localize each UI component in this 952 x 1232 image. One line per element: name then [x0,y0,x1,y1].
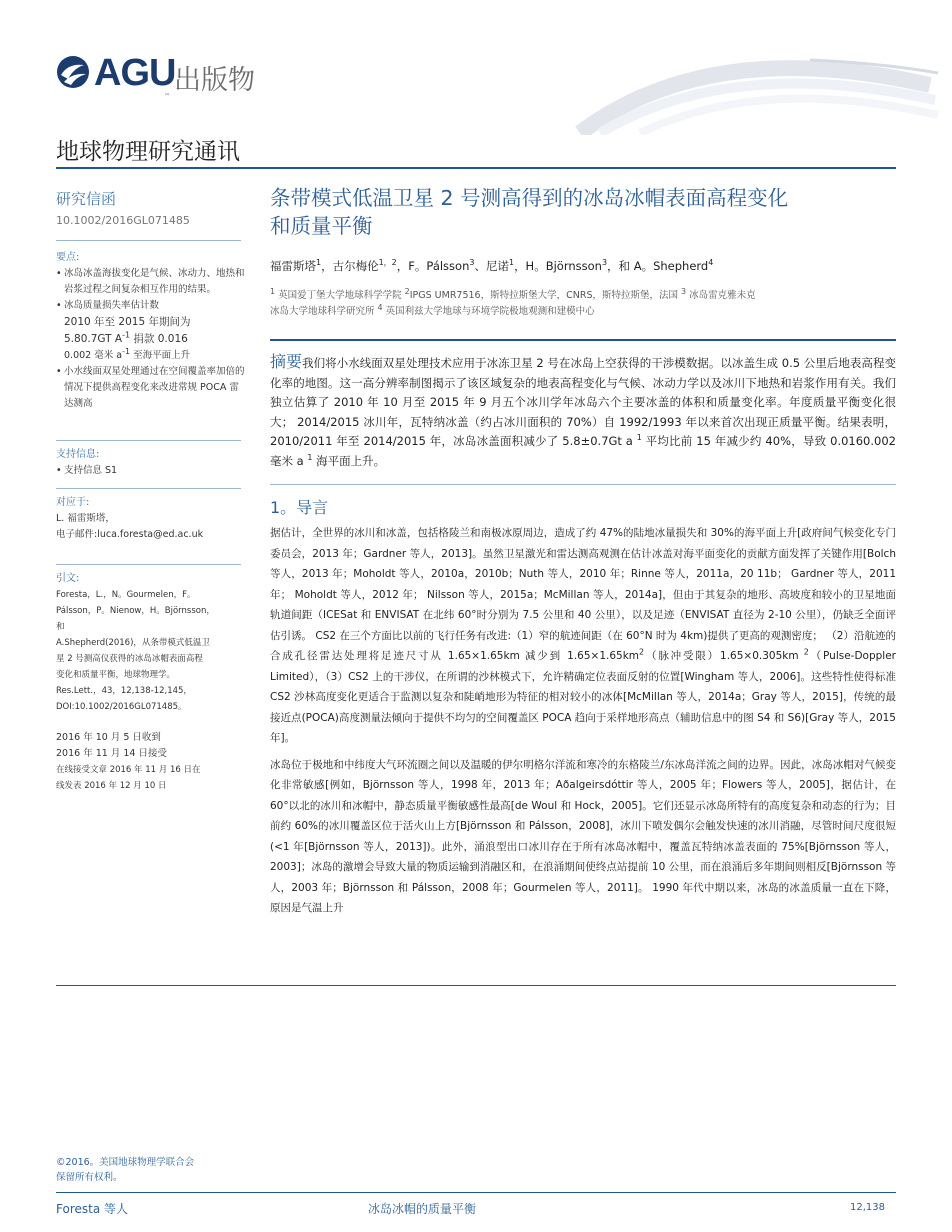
key-points-label: 要点: [56,252,80,263]
paragraph: 据估计，全世界的冰川和冰盖，包括格陵兰和南极冰原周边，造成了约 47%的陆地冰量损失和 30%的海平面上升[政府间气候变化专门委员会，2013 年；Gardner 等人，2013]。虽然卫星激光和雷达测高观测在估计冰盖对海平面变化的贡献方面发挥了关键作用[Bolch 等人，2013 年；Moholdt 等人，2010a，2010b；Nuth 等人，2010 年；Rinne 等人，2011a，20 11b； Gardner 等人，2011 年； Moholdt 等人，2012 年； Nilsson 等人，2015a；McMillan 等人，2014a]，但由于其复杂的地形、高坡度和较小的卫星地面轨道间距（ICESat 和 ENVISAT 在北纬 60°时分别为 7.5 公里和 40 公里），以及足迹（ENVISAT 直径为 2-10 公里），仍缺乏全面评估引诱。 CS2 在三个方面比以前的飞行任务有改进:（1）窄的航迹间距（在 60°N 时为 4km)提供了更高的观测密度； （2）沿航迹的合成孔径雷达处理将足迹尺寸从 1.65×1.65km 减少到 $1.65\times 1.65km^2$（脉冲受限）1.65×0.305km $^2$（Pulse-Doppler Limited），（3）CS2 上的干涉仪，在所谓的沙林模式下，允许精确定位表面反射的位置[Wingham 等人，2006]。这些特性使得标准 CS2 沙林高度变化更适合于监测以复杂和陡峭地形为特征的相对较小的冰体[McMillan 等人，2014a；Gray 等人，2015]，传统的最接近点(POCA)高度测量法倾向于提供不均匀的空间覆盖区 POCA 趋向于采样地形高点（辅助信息中的图 S4 和 S6)[Gray 等人，2015 年]。 [270,527,896,744]
abstract-divider [270,339,896,341]
correspondence-name: L. 福雷斯塔， [56,513,115,524]
sidebar-divider [56,440,241,441]
citation-line: Pálsson，P。Nienow，H。Björnsson， [56,606,215,616]
key-points-list [56,266,246,412]
paragraph: 冰岛位于极地和中纬度大气环流圈之间以及温暖的伊尔明格尔洋流和寒冷的东格陵兰/东冰岛洋流之间的边界。因此，冰岛冰帽对气候变化非常敏感[例如，Björnsson 等人，1998 年，2013 年；Aðalgeirsdóttir 等人，2005 年；Flowers 等人，2005]，据估计，在 60°以北的冰川和冰帽中，静态质量平衡敏感性最高[de Woul 和 Hock，2005]。它们还显示冰岛所特有的高度复杂和动态的行为；目前约 60%的冰川覆盖区位于活火山上方[Björnsson 和 Pálsson，2008]，冰川下喷发偶尔会触发快速的冰川消融，尽管时间尺度很短(<1 年[Björnsson 等人，2013])。此外，涌浪型出口冰川存在于所有冰岛冰帽中，覆盖瓦特纳冰盖表面的 75%[Björnsson 等人，2003]；冰岛的激增会导致大量的物质运输到消融区和，在浪涌期间使终点站提前 10 公里，而在浪涌后多年期间则相反[Björnsson 等人，2003 年；Björnsson 和 Pálsson，2008 年；Gourmelen 等人，2011]。 1990 年代中期以来，冰岛的冰盖质量一直在下降，原因是气温上升 [270,758,896,914]
citation-label: 引文: [56,573,80,584]
footer-running-title: 冰岛冰帽的质量平衡 [368,1202,477,1216]
citation-line: A.Shepherd(2016)，从条带模式低温卫 [56,638,210,648]
abstract-label: 摘要 [270,352,303,371]
introduction-body [270,523,896,925]
sidebar-divider [56,488,241,489]
correspondence-section [56,495,246,543]
correspondence-email[interactable]: 电子邮件:luca.foresta@ed.ac.uk [56,529,204,540]
citation-line: Res.Lett.，43，12,138-12,145， [56,686,192,696]
abstract-bottom-divider [270,484,896,485]
logo-agu-text: AGU [94,52,176,94]
decorative-globe-graphic [560,55,940,135]
abstract: 摘要我们将小水线面双星处理技术应用于冰冻卫星 2 号在冰岛上空获得的干涉模数据。以冰盖生成 0.5 公里后地表高程变化率的地图。这一高分辨率制图揭示了该区域复杂的地表高程变化与气候、冰动力学以及冰川下地热和岩浆作用有关。我们独立估算了 2010 年 10 月至 2015 年 9 月五个冰川学年冰岛六个主要冰盖的体积和质量变化率。年度质量平衡变化很大； 2014/2015 冰川年，瓦特纳冰盖（约占冰川面积的 70%）自 1992/1993 年以来首次出现正质量平衡。结果表明，2010/2011 年至 2014/2015 年，冰岛冰盖面积减少了 5.8±0.7Gt a $^1$ 平均比前 15 年减少约 40%，导致 0.0160.002 毫米 a $^1$ 海平面上升。 [270,352,896,468]
citation-line: 星 2 号测高仪获得的冰岛冰帽表面高程 [56,654,203,664]
sidebar-divider [56,240,241,241]
supporting-info-section [56,447,246,479]
key-point-item: • 冰岛冰盖海拔变化是气候、冰动力、地热和岩浆过程之间复杂相互作用的结果。 [56,266,246,298]
footer-divider [56,1192,896,1193]
date-online-accepted: 在线接受文章 2016 年 11 月 16 日在 [56,765,201,775]
header-divider [56,167,896,169]
key-points-section [56,250,246,412]
agu-logo [56,50,276,100]
supporting-info-link[interactable]: • 支持信息 S1 [56,463,246,479]
date-received: 2016 年 10 月 5 日收到 [56,732,161,743]
key-point-item: • 小水线面双星处理通过在空间覆盖率加倍的情况下提供高程变化来改进常规 POCA 雷达测高 [56,364,246,412]
sidebar-divider [56,564,241,565]
logo-trademark: ™ [164,93,170,100]
dates-section [56,730,246,794]
agu-globe-icon [56,55,90,89]
citation-line: 和 [56,622,65,632]
affiliations: $^1$ 英国爱丁堡大学地球科学学院 $^2$IPGS UMR7516，斯特拉斯堡大学，CNRS，斯特拉斯堡，法国 $^3$ 冰岛雷克雅未克 冰岛大学地球科学研究所 $^4$ 英国利兹大学地球与环境学院极地观测和建模中心 [270,286,756,317]
supporting-info-label: 支持信息: [56,449,100,460]
journal-title: 地球物理研究通讯 [56,139,240,165]
citation-line: Foresta，L.，N。Gourmelen，F。 [56,590,196,600]
date-published: 线发表 2016 年 12 月 10 日 [56,781,167,791]
date-accepted: 2016 年 11 月 14 日接受 [56,748,167,759]
footer-authors: Foresta 等人 [56,1202,128,1216]
key-point-item: • 冰岛质量损失率估计数 2010 年至 2015 年期间为 5.80.7GT $A^{-1}$ 捐款 0.016 0.002 毫米 $a^{-1}$ 至海平面上升 [56,298,246,364]
footer-page-number: 12,138 [850,1202,885,1213]
body-bottom-divider [56,985,896,986]
article-doi[interactable]: 10.1002/2016GL071485 [56,214,190,227]
author-list: 福雷斯塔$^1$，古尔梅伦$^{1,2}$，F。Pálsson$^3$、尼诺$^1$，H。Björnsson$^3$，和 A。Shepherd$^4$ [270,258,714,273]
section-heading-introduction: 1。导言 [270,498,329,517]
copyright-notice: ©2016。美国地球物理学联合会 保留所有权利。 [56,1157,195,1183]
correspondence-label: 对应于: [56,497,90,508]
article-type: 研究信函 [56,190,117,208]
paper-title: 条带模式低温卫星 2 号测高得到的冰岛冰帽表面高程变化 和质量平衡 [270,186,789,238]
citation-line: 变化和质量平衡，地球物理学。 [56,670,176,680]
citation-line[interactable]: DOI:10.1002/2016GL071485。 [56,702,187,712]
citation-section [56,571,246,715]
logo-publications-text: 出版物 [174,65,255,96]
